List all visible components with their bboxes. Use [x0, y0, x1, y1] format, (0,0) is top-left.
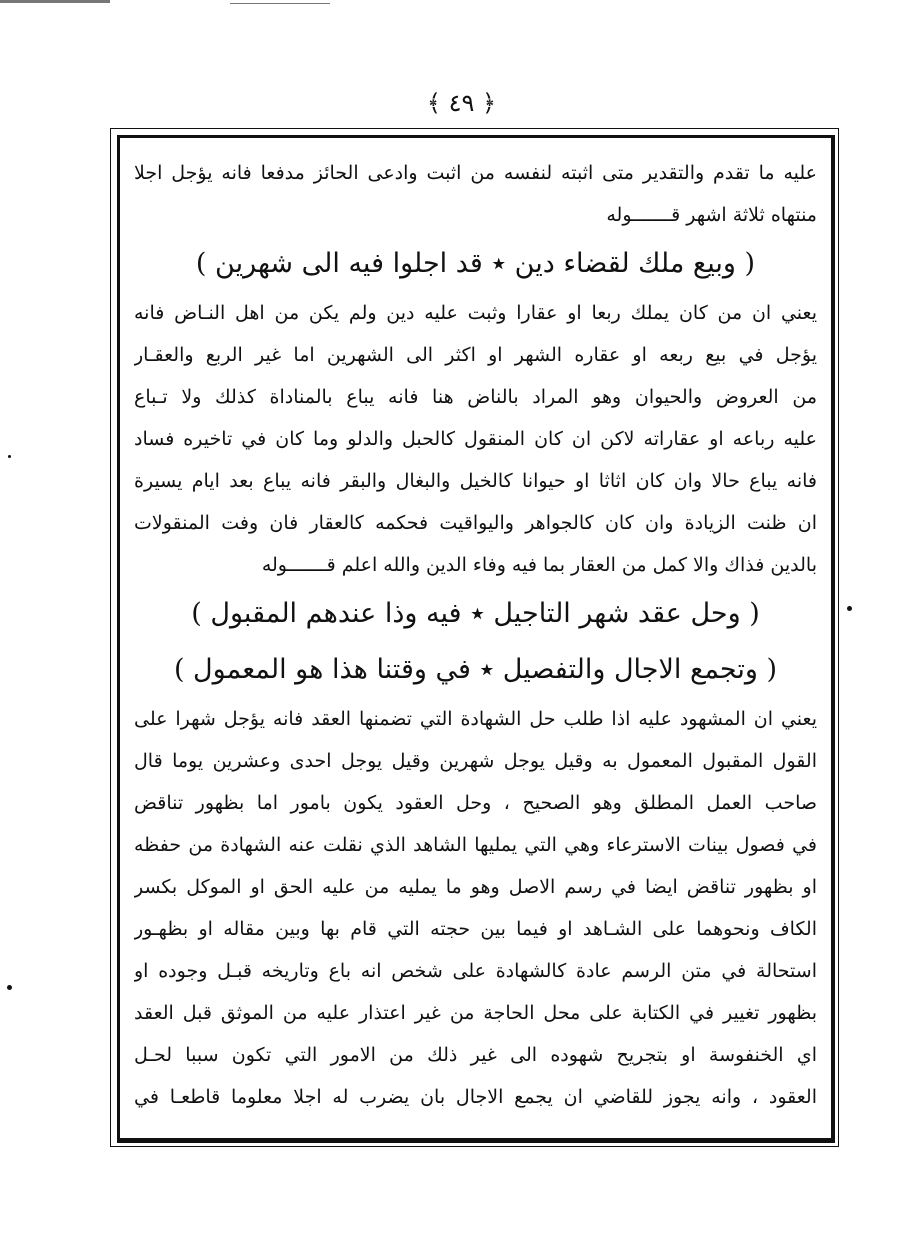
- verse-line: ( وبيع ملك لقضاء دين ٭ قد اجلوا فيه الى شهرين ): [195, 248, 756, 279]
- scan-mark-top: [0, 0, 110, 3]
- margin-dot: [7, 985, 12, 990]
- text-line: القول المقبول المعمول به وقيل يوجل شهرين وقيل يوجل احدى وعشرين يوما قال: [134, 750, 817, 772]
- text-line: يعني ان من كان يملك ربعا او عقارا وثبت عليه دين ولم يكن من اهل النـاض فانه: [134, 302, 817, 324]
- page-frame: [110, 128, 839, 1147]
- scan-mark-top-right: [230, 3, 330, 4]
- verse-line: ( وتجمع الاجال والتفصيل ٭ في وقتنا هذا هو المعمول ): [173, 654, 778, 685]
- text-line: من العروض والحيوان وهو المراد بالناض هنا فانه يباع بالمناداة كذلك ولا تـباع: [134, 386, 817, 408]
- text-line: او بظهور تناقض ايضا في رسم الاصل وهو ما يمليه من عليه الحق او الموكل بكسر: [134, 876, 817, 898]
- text-line: بالدين فذاك والا كمل من العقار بما فيه وفاء الدين والله اعلم قـــــــوله: [261, 554, 817, 576]
- verse-line: ( وحل عقد شهر التاجيل ٭ فيه وذا عندهم المقبول ): [191, 598, 760, 629]
- text-line: الكاف ونحوهما على الشـاهد او فيما بين حجته التي قام بها وبين مقاله او بظهـور: [134, 918, 817, 940]
- text-line: في فصول بينات الاسترعاء وهي التي يمليها الشاهد الذي نقلت عنه الشهادة من حفظه: [134, 834, 817, 856]
- text-block: [117, 135, 835, 1143]
- text-line: منتهاه ثلاثة اشهر قـــــــوله: [606, 204, 817, 226]
- margin-dot: [8, 455, 11, 458]
- text-line: فانه يباع حالا وان كان اثاثا او حيوانا كالخيل والبغال والبقر فانه يباع بعد ايام يسيرة: [134, 470, 817, 492]
- text-line: عليه رباعه او عقاراته لاكن ان كان المنقول كالحبل والدلو وما كان في تاخيره فساد: [134, 428, 817, 450]
- text-line: بظهور تغيير في الكتابة على محل الحاجة من غير اعتذار عليه من الموثق قبل العقد: [134, 1002, 817, 1024]
- text-line: استحالة في متن الرسم عادة كالشهادة على شخص انه باع وتاريخه قبـل وجوده او: [134, 960, 817, 982]
- text-line: ان ظنت الزيادة وان كان كالجواهر واليواقيت فحكمه كالعقار فان وفت المنقولات: [134, 512, 817, 534]
- margin-dot: [847, 606, 852, 611]
- page-number: ﴿ ٤٩ ﴾: [426, 89, 497, 117]
- text-line: صاحب العمل المطلق وهو الصحيح ، وحل العقود يكون بامور اما بظهور تناقض: [134, 792, 817, 814]
- text-line: عليه ما تقدم والتقدير متى اثبته لنفسه من اثبت وادعى الحائز مدفعا فانه يؤجل اجلا: [134, 162, 817, 184]
- text-line: اي الخنفوسة او بتجريح شهوده الى غير ذلك من الامور التي تكون سببا لحـل: [134, 1044, 817, 1066]
- text-line: العقود ، وانه يجوز للقاضي ان يجمع الاجال بان يضرب له اجلا معلوما قاطعـا في: [134, 1086, 817, 1108]
- text-line: يؤجل في بيع ربعه او عقاره الشهر او اكثر الى الشهرين اما غير الربع والعقـار: [134, 344, 817, 366]
- text-line: يعني ان المشهود عليه اذا طلب حل الشهادة التي تضمنها العقد فانه يؤجل شهرا على: [134, 708, 817, 730]
